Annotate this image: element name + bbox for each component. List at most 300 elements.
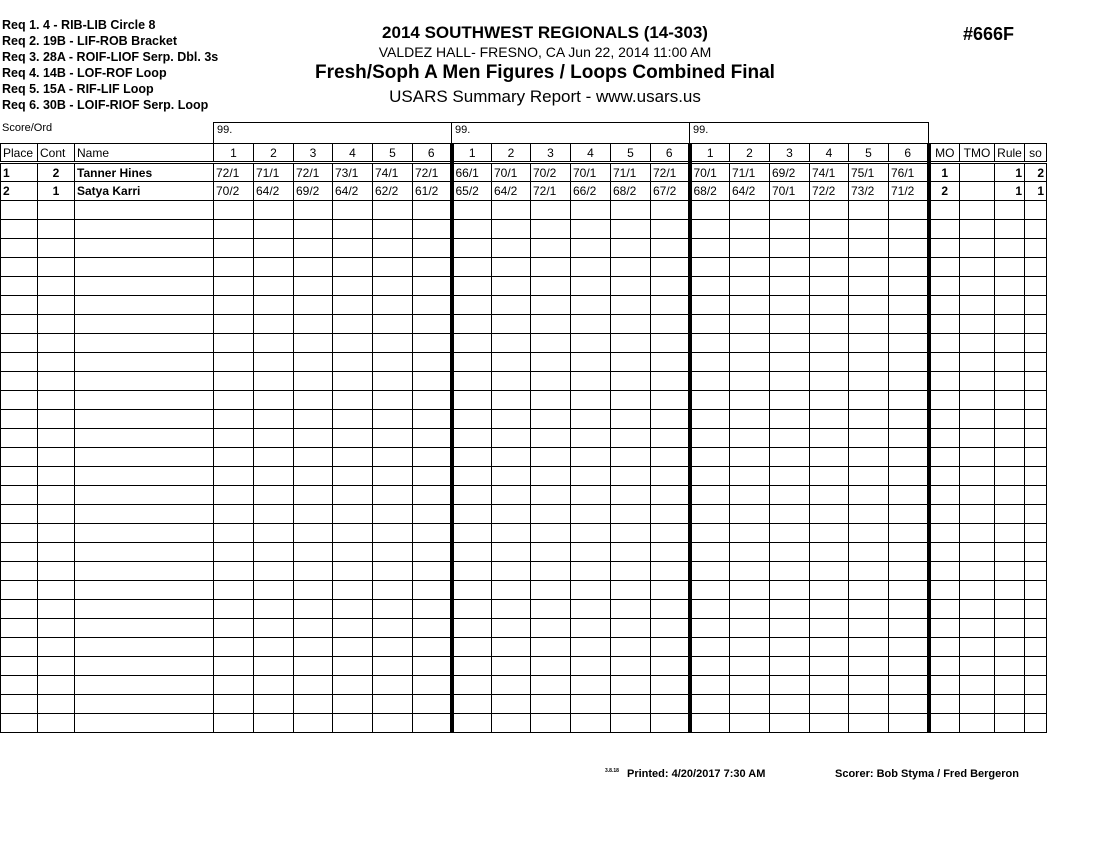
- empty-cell: [413, 543, 452, 562]
- empty-cell: [810, 467, 849, 486]
- empty-cell: [254, 391, 294, 410]
- so-cell: 2: [1025, 163, 1047, 182]
- empty-cell: [531, 524, 571, 543]
- rule-cell: 1: [995, 163, 1025, 182]
- empty-cell: [452, 714, 492, 733]
- empty-cell: [611, 372, 651, 391]
- empty-cell: [929, 638, 960, 657]
- empty-cell: [929, 429, 960, 448]
- empty-table-row: [1, 296, 1047, 315]
- empty-cell: [214, 372, 254, 391]
- empty-cell: [294, 353, 333, 372]
- empty-cell: [960, 220, 995, 239]
- empty-cell: [929, 353, 960, 372]
- empty-cell: [849, 201, 889, 220]
- empty-cell: [373, 562, 413, 581]
- empty-cell: [373, 410, 413, 429]
- empty-cell: [214, 505, 254, 524]
- empty-table-row: [1, 600, 1047, 619]
- empty-cell: [810, 600, 849, 619]
- empty-cell: [770, 524, 810, 543]
- empty-cell: [995, 391, 1025, 410]
- empty-cell: [373, 695, 413, 714]
- empty-cell: [492, 543, 531, 562]
- empty-cell: [690, 486, 730, 505]
- col-header-p1-j1: 1: [214, 144, 254, 163]
- empty-cell: [571, 562, 611, 581]
- empty-cell: [889, 714, 929, 733]
- empty-cell: [75, 353, 214, 372]
- empty-cell: [929, 657, 960, 676]
- empty-cell: [254, 372, 294, 391]
- empty-cell: [452, 258, 492, 277]
- empty-cell: [770, 505, 810, 524]
- empty-cell: [452, 315, 492, 334]
- col-header-p2-j5: 5: [611, 144, 651, 163]
- empty-cell: [611, 429, 651, 448]
- empty-cell: [531, 543, 571, 562]
- empty-cell: [452, 581, 492, 600]
- empty-cell: [889, 391, 929, 410]
- empty-cell: [651, 619, 690, 638]
- empty-cell: [1025, 277, 1047, 296]
- empty-cell: [889, 695, 929, 714]
- empty-cell: [75, 429, 214, 448]
- empty-cell: [452, 505, 492, 524]
- empty-cell: [492, 429, 531, 448]
- empty-cell: [492, 600, 531, 619]
- empty-cell: [611, 467, 651, 486]
- empty-cell: [730, 524, 770, 543]
- empty-cell: [770, 296, 810, 315]
- empty-cell: [294, 600, 333, 619]
- empty-cell: [38, 239, 75, 258]
- empty-table-row: [1, 220, 1047, 239]
- empty-cell: [452, 657, 492, 676]
- competition-title: 2014 SOUTHWEST REGIONALS (14-303): [382, 23, 708, 42]
- empty-cell: [38, 315, 75, 334]
- empty-cell: [730, 201, 770, 220]
- empty-cell: [254, 505, 294, 524]
- empty-cell: [531, 258, 571, 277]
- empty-cell: [889, 467, 929, 486]
- empty-cell: [651, 714, 690, 733]
- score-cell: 67/2: [651, 182, 690, 201]
- empty-cell: [770, 410, 810, 429]
- empty-cell: [531, 372, 571, 391]
- empty-cell: [690, 505, 730, 524]
- empty-cell: [571, 220, 611, 239]
- empty-cell: [373, 277, 413, 296]
- empty-cell: [730, 562, 770, 581]
- empty-cell: [849, 714, 889, 733]
- empty-cell: [995, 714, 1025, 733]
- empty-cell: [531, 201, 571, 220]
- empty-cell: [75, 695, 214, 714]
- score-cell: 71/1: [730, 163, 770, 182]
- empty-cell: [531, 467, 571, 486]
- empty-cell: [413, 258, 452, 277]
- empty-cell: [770, 676, 810, 695]
- empty-cell: [254, 315, 294, 334]
- empty-cell: [770, 619, 810, 638]
- empty-cell: [333, 676, 373, 695]
- empty-cell: [452, 239, 492, 258]
- empty-cell: [452, 524, 492, 543]
- empty-cell: [38, 277, 75, 296]
- empty-cell: [75, 448, 214, 467]
- empty-cell: [294, 562, 333, 581]
- empty-cell: [373, 581, 413, 600]
- empty-cell: [889, 543, 929, 562]
- empty-cell: [611, 391, 651, 410]
- empty-cell: [1025, 220, 1047, 239]
- empty-cell: [492, 562, 531, 581]
- empty-cell: [452, 201, 492, 220]
- empty-cell: [995, 372, 1025, 391]
- empty-cell: [333, 524, 373, 543]
- empty-cell: [1025, 239, 1047, 258]
- empty-cell: [214, 524, 254, 543]
- empty-cell: [651, 410, 690, 429]
- empty-cell: [38, 448, 75, 467]
- empty-cell: [730, 619, 770, 638]
- empty-cell: [571, 657, 611, 676]
- empty-cell: [651, 524, 690, 543]
- empty-cell: [492, 334, 531, 353]
- empty-cell: [849, 505, 889, 524]
- empty-cell: [960, 353, 995, 372]
- empty-cell: [214, 486, 254, 505]
- empty-cell: [849, 467, 889, 486]
- empty-cell: [929, 486, 960, 505]
- empty-cell: [1, 353, 38, 372]
- empty-cell: [531, 448, 571, 467]
- empty-cell: [730, 448, 770, 467]
- empty-cell: [413, 201, 452, 220]
- empty-cell: [1025, 619, 1047, 638]
- empty-cell: [929, 315, 960, 334]
- results-table: [0, 143, 1047, 733]
- empty-cell: [611, 505, 651, 524]
- empty-cell: [333, 619, 373, 638]
- empty-cell: [929, 410, 960, 429]
- empty-cell: [452, 220, 492, 239]
- empty-cell: [531, 714, 571, 733]
- empty-cell: [333, 315, 373, 334]
- empty-cell: [214, 448, 254, 467]
- empty-table-row: [1, 505, 1047, 524]
- empty-cell: [889, 581, 929, 600]
- empty-cell: [690, 676, 730, 695]
- empty-table-row: [1, 695, 1047, 714]
- empty-cell: [254, 524, 294, 543]
- empty-cell: [730, 372, 770, 391]
- empty-cell: [1025, 467, 1047, 486]
- empty-cell: [730, 486, 770, 505]
- empty-cell: [1, 448, 38, 467]
- empty-cell: [651, 448, 690, 467]
- empty-cell: [254, 695, 294, 714]
- empty-cell: [214, 353, 254, 372]
- score-cell: 72/1: [651, 163, 690, 182]
- cont-cell: 1: [38, 182, 75, 201]
- score-cell: 70/1: [492, 163, 531, 182]
- empty-cell: [611, 524, 651, 543]
- empty-cell: [810, 410, 849, 429]
- score-cell: 64/2: [730, 182, 770, 201]
- empty-cell: [452, 410, 492, 429]
- empty-cell: [810, 239, 849, 258]
- empty-cell: [413, 277, 452, 296]
- empty-cell: [929, 239, 960, 258]
- empty-cell: [38, 353, 75, 372]
- empty-cell: [333, 714, 373, 733]
- empty-cell: [75, 486, 214, 505]
- empty-cell: [849, 239, 889, 258]
- empty-cell: [690, 372, 730, 391]
- empty-cell: [770, 714, 810, 733]
- empty-cell: [929, 581, 960, 600]
- empty-cell: [373, 258, 413, 277]
- empty-cell: [333, 201, 373, 220]
- empty-cell: [571, 353, 611, 372]
- empty-cell: [571, 619, 611, 638]
- empty-cell: [929, 695, 960, 714]
- empty-cell: [611, 448, 651, 467]
- empty-cell: [849, 258, 889, 277]
- empty-cell: [452, 372, 492, 391]
- judge-panel-1-label: 99.: [213, 122, 452, 143]
- empty-cell: [849, 695, 889, 714]
- col-header-p1-j6: 6: [413, 144, 452, 163]
- empty-cell: [75, 410, 214, 429]
- empty-cell: [333, 296, 373, 315]
- empty-cell: [960, 258, 995, 277]
- empty-cell: [531, 429, 571, 448]
- empty-cell: [413, 581, 452, 600]
- empty-cell: [492, 505, 531, 524]
- empty-cell: [651, 600, 690, 619]
- empty-cell: [373, 201, 413, 220]
- empty-cell: [651, 505, 690, 524]
- empty-cell: [651, 657, 690, 676]
- empty-cell: [492, 315, 531, 334]
- empty-cell: [333, 448, 373, 467]
- empty-cell: [452, 486, 492, 505]
- empty-table-row: [1, 657, 1047, 676]
- empty-cell: [611, 657, 651, 676]
- col-header-p2-j4: 4: [571, 144, 611, 163]
- empty-cell: [651, 334, 690, 353]
- empty-cell: [254, 638, 294, 657]
- empty-cell: [770, 467, 810, 486]
- col-header-mo: MO: [929, 144, 960, 163]
- empty-cell: [770, 600, 810, 619]
- empty-cell: [373, 676, 413, 695]
- empty-cell: [254, 467, 294, 486]
- empty-cell: [571, 524, 611, 543]
- empty-cell: [1025, 676, 1047, 695]
- empty-cell: [995, 619, 1025, 638]
- empty-cell: [810, 638, 849, 657]
- empty-cell: [960, 676, 995, 695]
- empty-cell: [960, 486, 995, 505]
- empty-cell: [75, 220, 214, 239]
- empty-cell: [333, 372, 373, 391]
- col-header-so: so: [1025, 144, 1047, 163]
- empty-cell: [531, 239, 571, 258]
- empty-cell: [810, 201, 849, 220]
- score-cell: 74/1: [373, 163, 413, 182]
- empty-cell: [960, 239, 995, 258]
- empty-cell: [75, 524, 214, 543]
- empty-cell: [995, 277, 1025, 296]
- empty-cell: [730, 258, 770, 277]
- empty-cell: [730, 467, 770, 486]
- empty-cell: [214, 619, 254, 638]
- empty-cell: [1, 543, 38, 562]
- col-header-p3-j4: 4: [810, 144, 849, 163]
- col-header-p1-j4: 4: [333, 144, 373, 163]
- empty-cell: [810, 277, 849, 296]
- empty-cell: [254, 353, 294, 372]
- score-cell: 65/2: [452, 182, 492, 201]
- col-header-name: Name: [75, 144, 214, 163]
- score-cell: 74/1: [810, 163, 849, 182]
- empty-cell: [214, 676, 254, 695]
- col-header-p1-j2: 2: [254, 144, 294, 163]
- empty-cell: [373, 448, 413, 467]
- requirement-2: Req 2. 19B - LIF-ROB Bracket: [2, 34, 178, 48]
- empty-cell: [960, 562, 995, 581]
- empty-cell: [492, 619, 531, 638]
- empty-cell: [254, 562, 294, 581]
- empty-cell: [254, 486, 294, 505]
- empty-cell: [75, 258, 214, 277]
- empty-cell: [651, 296, 690, 315]
- empty-cell: [1025, 353, 1047, 372]
- empty-cell: [38, 562, 75, 581]
- empty-cell: [849, 486, 889, 505]
- empty-cell: [690, 657, 730, 676]
- empty-table-row: [1, 372, 1047, 391]
- empty-cell: [1, 581, 38, 600]
- empty-cell: [889, 220, 929, 239]
- empty-cell: [929, 543, 960, 562]
- empty-cell: [690, 619, 730, 638]
- empty-cell: [333, 353, 373, 372]
- empty-cell: [373, 657, 413, 676]
- empty-cell: [1, 638, 38, 657]
- empty-cell: [452, 638, 492, 657]
- empty-cell: [294, 448, 333, 467]
- empty-cell: [413, 296, 452, 315]
- score-cell: 75/1: [849, 163, 889, 182]
- empty-cell: [38, 581, 75, 600]
- empty-cell: [333, 220, 373, 239]
- empty-cell: [333, 334, 373, 353]
- empty-cell: [373, 543, 413, 562]
- empty-cell: [452, 353, 492, 372]
- empty-cell: [571, 714, 611, 733]
- empty-cell: [810, 353, 849, 372]
- score-cell: 64/2: [333, 182, 373, 201]
- empty-cell: [38, 429, 75, 448]
- event-title: Fresh/Soph A Men Figures / Loops Combined Final: [315, 62, 775, 83]
- empty-cell: [1025, 258, 1047, 277]
- empty-cell: [1025, 429, 1047, 448]
- empty-cell: [889, 486, 929, 505]
- empty-cell: [254, 448, 294, 467]
- empty-cell: [413, 391, 452, 410]
- empty-cell: [690, 391, 730, 410]
- empty-cell: [333, 391, 373, 410]
- empty-cell: [294, 410, 333, 429]
- empty-cell: [810, 714, 849, 733]
- empty-cell: [452, 334, 492, 353]
- empty-cell: [929, 334, 960, 353]
- empty-cell: [1, 562, 38, 581]
- empty-cell: [730, 600, 770, 619]
- empty-cell: [38, 258, 75, 277]
- empty-cell: [254, 543, 294, 562]
- empty-cell: [651, 315, 690, 334]
- empty-cell: [38, 524, 75, 543]
- empty-cell: [294, 638, 333, 657]
- empty-cell: [1, 372, 38, 391]
- empty-cell: [1025, 505, 1047, 524]
- empty-cell: [571, 315, 611, 334]
- empty-cell: [254, 201, 294, 220]
- empty-cell: [254, 619, 294, 638]
- empty-cell: [1025, 657, 1047, 676]
- empty-cell: [1025, 334, 1047, 353]
- empty-cell: [960, 524, 995, 543]
- empty-cell: [413, 239, 452, 258]
- empty-cell: [294, 372, 333, 391]
- score-cell: 71/1: [254, 163, 294, 182]
- empty-cell: [413, 695, 452, 714]
- empty-cell: [770, 277, 810, 296]
- so-cell: 1: [1025, 182, 1047, 201]
- empty-cell: [333, 258, 373, 277]
- score-cell: 70/1: [770, 182, 810, 201]
- empty-cell: [373, 714, 413, 733]
- score-cell: 70/1: [571, 163, 611, 182]
- empty-cell: [849, 543, 889, 562]
- empty-cell: [571, 296, 611, 315]
- empty-cell: [730, 638, 770, 657]
- empty-cell: [929, 448, 960, 467]
- empty-cell: [960, 372, 995, 391]
- empty-cell: [214, 315, 254, 334]
- empty-cell: [810, 562, 849, 581]
- empty-table-row: [1, 524, 1047, 543]
- empty-cell: [611, 581, 651, 600]
- empty-cell: [995, 486, 1025, 505]
- empty-table-row: [1, 239, 1047, 258]
- empty-cell: [294, 714, 333, 733]
- empty-cell: [889, 676, 929, 695]
- empty-cell: [531, 296, 571, 315]
- score-cell: 68/2: [690, 182, 730, 201]
- empty-cell: [214, 562, 254, 581]
- empty-cell: [38, 657, 75, 676]
- empty-cell: [929, 467, 960, 486]
- empty-cell: [690, 201, 730, 220]
- empty-cell: [770, 201, 810, 220]
